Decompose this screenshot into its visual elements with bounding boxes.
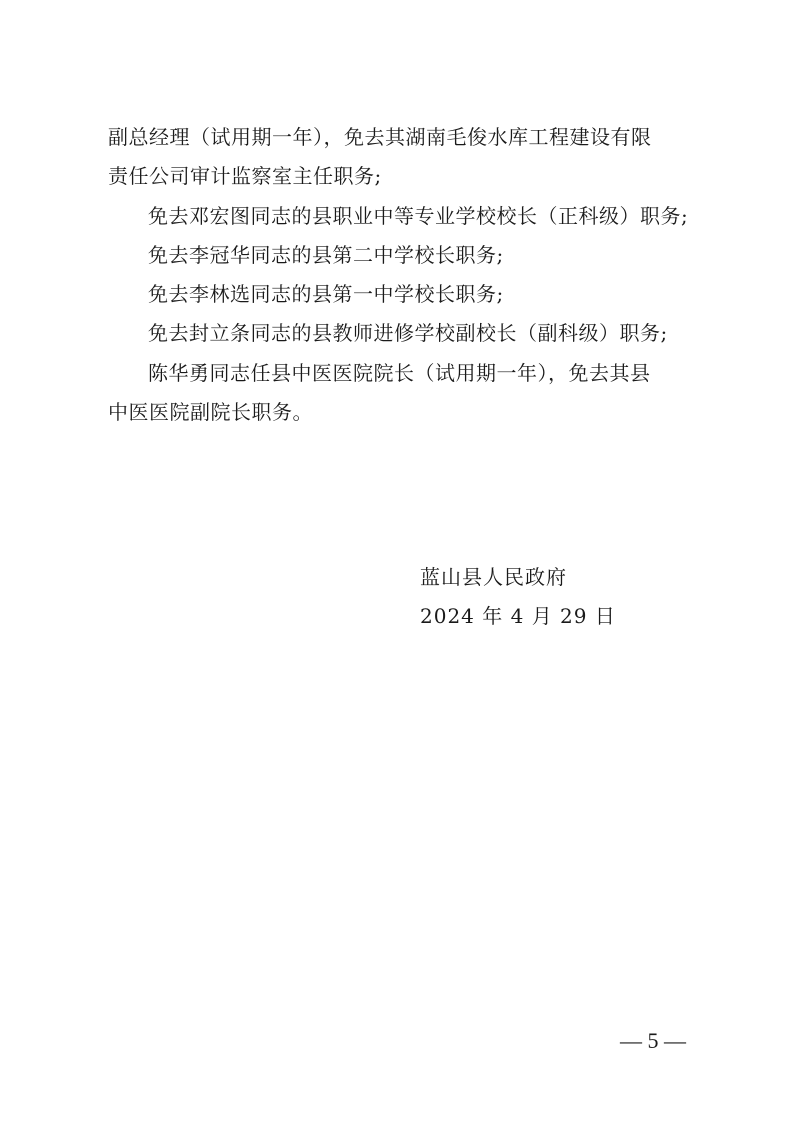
issue-date: 2024 年 4 月 29 日 (420, 604, 616, 628)
body-line: 免去李林选同志的县第一中学校长职务; (148, 282, 504, 307)
body-line: 免去封立条同志的县教师进修学校副校长（副科级）职务; (148, 321, 668, 346)
signature-block (420, 558, 616, 636)
body-line: 陈华勇同志任县中医医院院长（试用期一年），免去其县 (148, 360, 651, 385)
body-line: 责任公司审计监察室主任职务; (108, 164, 382, 189)
document-body (108, 118, 693, 432)
body-line: 副总经理（试用期一年），免去其湖南毛俊水库工程建设有限 (108, 125, 652, 149)
body-line: 中医医院副院长职务。 (108, 400, 313, 425)
body-line: 免去邓宏图同志的县职业中等专业学校校长（正科级）职务; (148, 203, 689, 228)
page-number: — 5 — (620, 1028, 686, 1053)
body-line: 免去李冠华同志的县第二中学校长职务; (148, 242, 504, 267)
issuing-organization: 蓝山县人民政府 (420, 565, 567, 589)
